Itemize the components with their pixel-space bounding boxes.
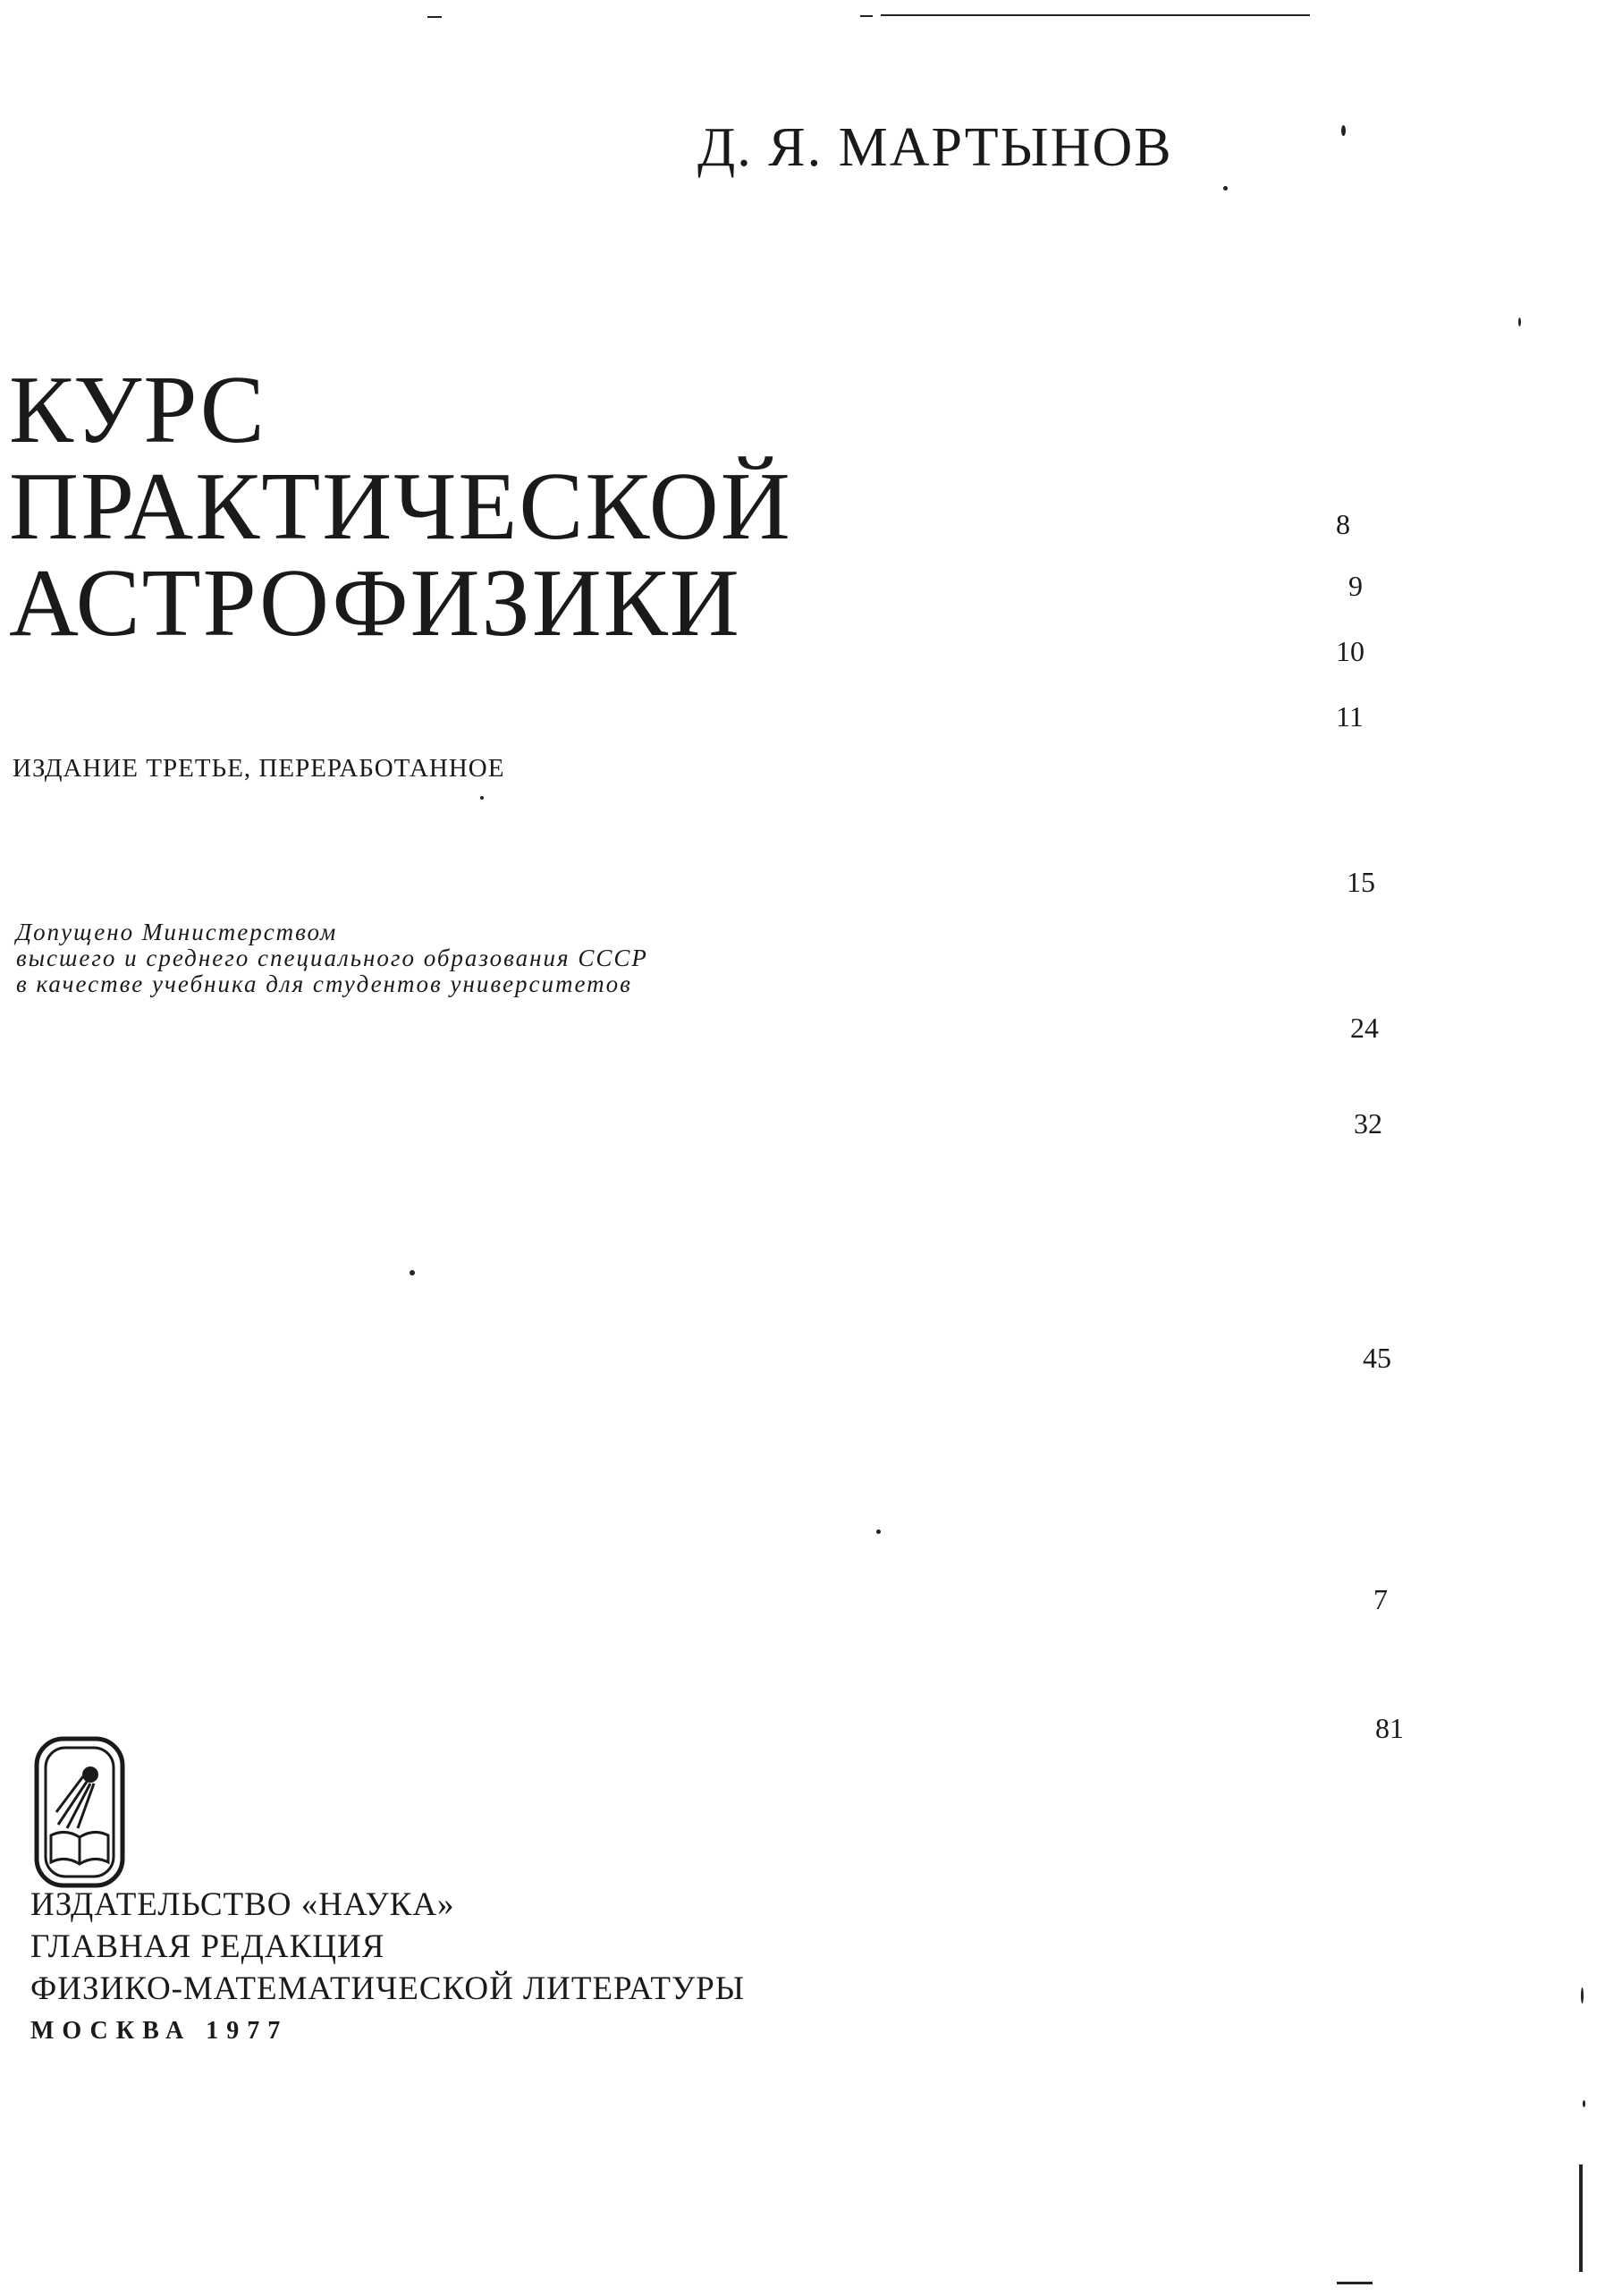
publisher-line-2: ГЛАВНАЯ РЕДАКЦИЯ — [30, 1928, 385, 1965]
title-line-1: КУРС — [9, 357, 266, 463]
speck — [1341, 125, 1346, 136]
approval-line-3: в качестве учебника для студентов университетов — [16, 970, 632, 997]
speck — [1223, 186, 1228, 191]
edition-note: ИЗДАНИЕ ТРЕТЬЕ, ПЕРЕРАБОТАННОЕ — [13, 754, 505, 783]
speck — [410, 1270, 415, 1275]
top-rule-short — [427, 16, 442, 18]
margin-number: 81 — [1375, 1712, 1404, 1744]
margin-number: 15 — [1347, 866, 1375, 898]
speck — [876, 1529, 881, 1534]
speck — [480, 796, 484, 800]
publisher-line-3: ФИЗИКО-МАТЕМАТИЧЕСКОЙ ЛИТЕРАТУРЫ — [30, 1970, 746, 2007]
author-name: Д. Я. МАРТЫНОВ — [697, 117, 1173, 178]
publisher-block — [30, 1884, 745, 2052]
approval-note — [16, 919, 648, 997]
margin-number: 8 — [1336, 508, 1350, 540]
approval-line-1: Допущено Министерством — [16, 919, 338, 945]
speck — [1581, 1987, 1584, 2004]
city-year: МОСКВА 1977 — [30, 2017, 289, 2045]
speck — [1518, 318, 1521, 326]
bottom-edge-mark — [1579, 2165, 1583, 2272]
margin-number: 9 — [1348, 570, 1363, 602]
speck — [1583, 2100, 1585, 2107]
margin-number: 10 — [1336, 635, 1364, 667]
title-line-2: ПРАКТИЧЕСКОЙ — [9, 453, 792, 560]
margin-number: 45 — [1363, 1342, 1391, 1374]
margin-number: 32 — [1354, 1107, 1382, 1140]
title-line-3: АСТРОФИЗИКИ — [9, 550, 741, 657]
approval-line-2: высшего и среднего специального образования СССР — [16, 945, 648, 971]
top-rule-dash — [860, 15, 873, 17]
publisher-logo-icon — [31, 1735, 128, 1889]
margin-number: 24 — [1350, 1012, 1379, 1044]
publisher-line-1: ИЗДАТЕЛЬСТВО «НАУКА» — [30, 1886, 455, 1923]
publisher-logo — [31, 1735, 128, 1889]
top-rule — [881, 14, 1310, 16]
book-title — [9, 357, 792, 657]
margin-number: 7 — [1373, 1583, 1388, 1615]
bottom-rule-dash — [1337, 2282, 1373, 2284]
margin-number: 11 — [1336, 700, 1364, 733]
